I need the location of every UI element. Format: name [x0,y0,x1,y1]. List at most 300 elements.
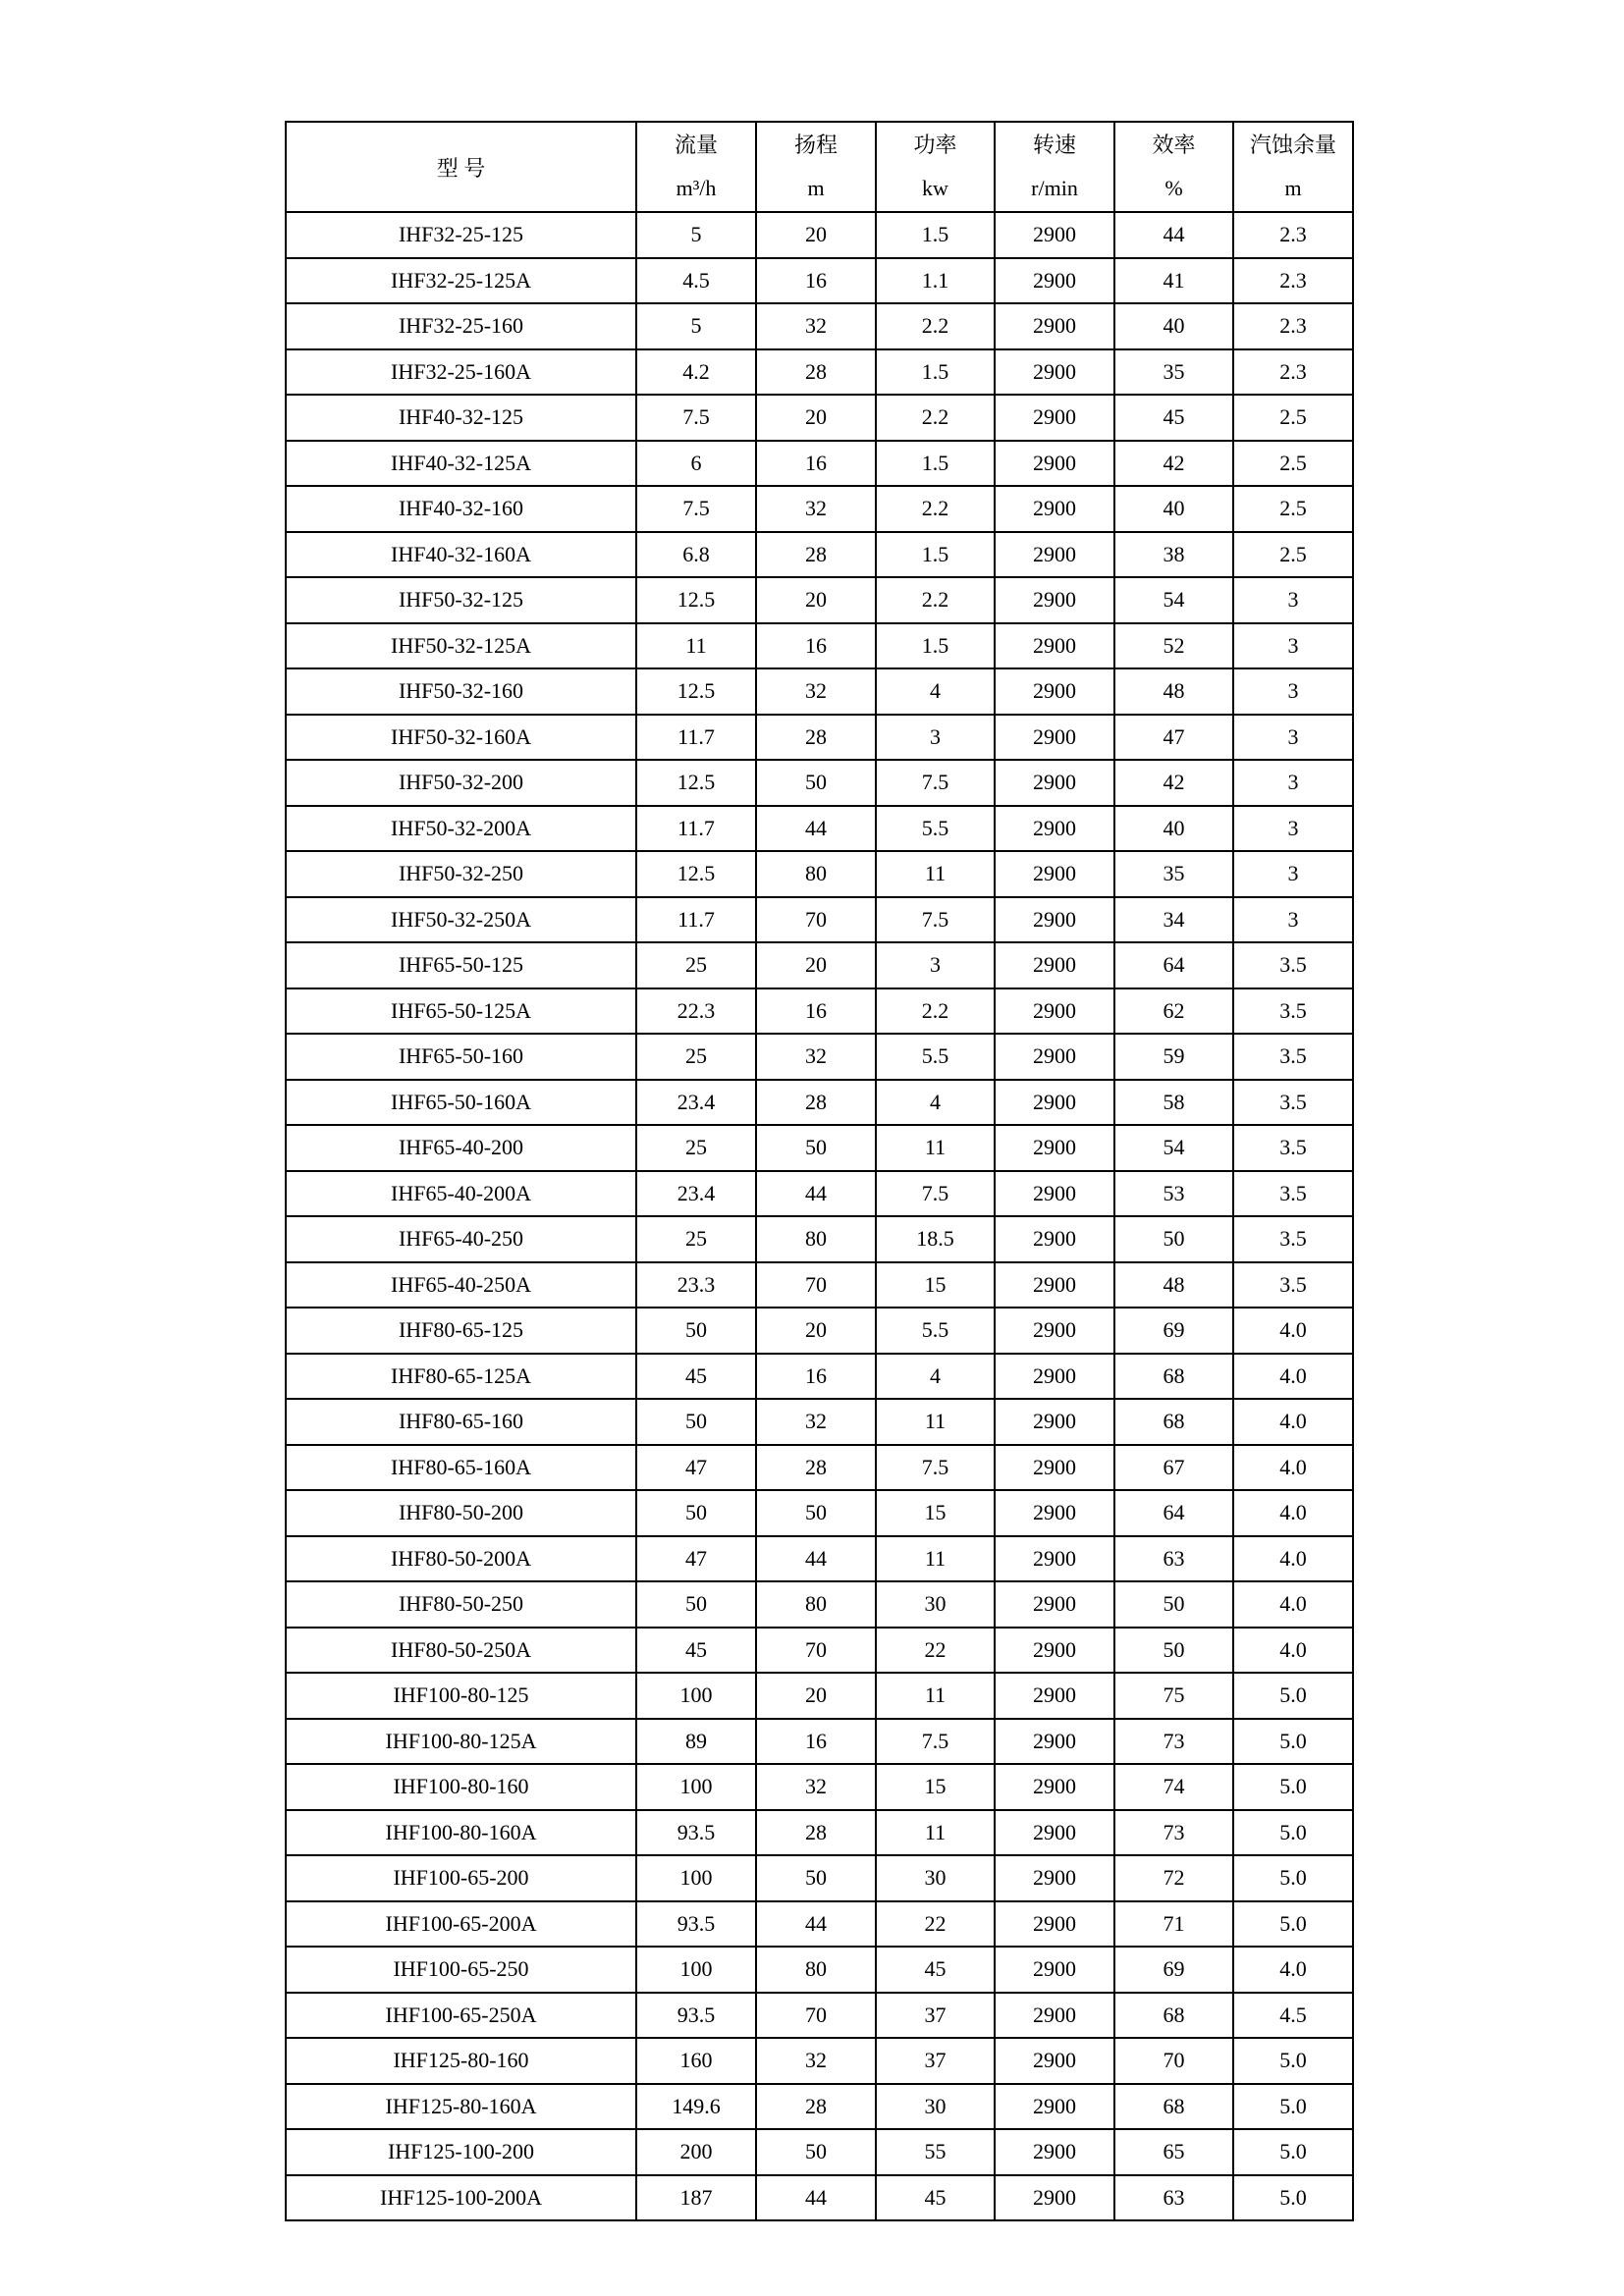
cell-model: IHF50-32-125 [286,577,636,623]
cell-head: 28 [756,1810,876,1856]
table-row [286,1628,1353,1674]
cell-power: 30 [876,1855,995,1901]
table-row [286,212,1353,258]
cell-power: 3 [876,942,995,988]
cell-head: 80 [756,851,876,897]
cell-model: IHF32-25-160A [286,349,636,396]
cell-power: 11 [876,851,995,897]
cell-power: 5.5 [876,1034,995,1080]
cell-npsh: 2.5 [1233,441,1353,487]
table-row [286,258,1353,304]
cell-speed: 2900 [995,486,1114,532]
table-row [286,1399,1353,1445]
cell-model: IHF80-50-200A [286,1536,636,1582]
cell-flow: 12.5 [636,668,756,715]
cell-npsh: 2.5 [1233,395,1353,441]
cell-model: IHF50-32-250 [286,851,636,897]
cell-npsh: 2.3 [1233,349,1353,396]
cell-efficiency: 35 [1114,851,1233,897]
cell-head: 32 [756,1764,876,1810]
cell-flow: 11.7 [636,897,756,943]
header-speed-unit: r/min [1031,176,1078,200]
cell-model: IHF125-100-200 [286,2129,636,2175]
cell-speed: 2900 [995,760,1114,806]
cell-efficiency: 54 [1114,1125,1233,1171]
cell-head: 70 [756,1993,876,2039]
cell-model: IHF100-80-125 [286,1673,636,1719]
cell-speed: 2900 [995,1216,1114,1262]
cell-npsh: 5.0 [1233,2175,1353,2221]
cell-efficiency: 35 [1114,349,1233,396]
cell-speed: 2900 [995,349,1114,396]
cell-npsh: 4.0 [1233,1490,1353,1536]
cell-power: 37 [876,2038,995,2084]
table-row [286,532,1353,578]
cell-power: 5.5 [876,806,995,852]
cell-efficiency: 40 [1114,303,1233,349]
cell-efficiency: 68 [1114,1354,1233,1400]
cell-power: 2.2 [876,577,995,623]
table-row [286,1445,1353,1491]
cell-model: IHF50-32-250A [286,897,636,943]
cell-model: IHF80-65-160A [286,1445,636,1491]
cell-npsh: 2.3 [1233,212,1353,258]
cell-power: 1.5 [876,212,995,258]
cell-efficiency: 71 [1114,1901,1233,1948]
table-row [286,1993,1353,2039]
cell-npsh: 3.5 [1233,1034,1353,1080]
header-head [756,122,876,212]
cell-speed: 2900 [995,1581,1114,1628]
cell-head: 32 [756,1034,876,1080]
cell-power: 15 [876,1490,995,1536]
cell-npsh: 3 [1233,806,1353,852]
cell-model: IHF50-32-200 [286,760,636,806]
cell-head: 44 [756,1901,876,1948]
cell-efficiency: 47 [1114,715,1233,761]
cell-head: 70 [756,897,876,943]
cell-efficiency: 64 [1114,942,1233,988]
cell-efficiency: 67 [1114,1445,1233,1491]
cell-speed: 2900 [995,1262,1114,1308]
cell-speed: 2900 [995,1125,1114,1171]
cell-model: IHF100-65-250A [286,1993,636,2039]
cell-flow: 25 [636,1216,756,1262]
table-row [286,577,1353,623]
cell-flow: 187 [636,2175,756,2221]
cell-power: 30 [876,1581,995,1628]
cell-model: IHF32-25-160 [286,303,636,349]
cell-speed: 2900 [995,1354,1114,1400]
cell-power: 4 [876,1080,995,1126]
cell-npsh: 3.5 [1233,1125,1353,1171]
cell-flow: 160 [636,2038,756,2084]
cell-power: 7.5 [876,1445,995,1491]
cell-efficiency: 70 [1114,2038,1233,2084]
cell-efficiency: 50 [1114,1628,1233,1674]
header-npsh-unit: m [1284,176,1302,200]
cell-flow: 7.5 [636,486,756,532]
table-row [286,1810,1353,1856]
cell-flow: 149.6 [636,2084,756,2130]
cell-flow: 45 [636,1628,756,1674]
cell-efficiency: 62 [1114,988,1233,1035]
cell-power: 15 [876,1764,995,1810]
cell-npsh: 4.0 [1233,1536,1353,1582]
cell-model: IHF40-32-160A [286,532,636,578]
cell-model: IHF65-40-250A [286,1262,636,1308]
cell-flow: 11.7 [636,806,756,852]
table-row [286,1125,1353,1171]
table-row [286,897,1353,943]
cell-npsh: 2.5 [1233,532,1353,578]
cell-speed: 2900 [995,2038,1114,2084]
cell-head: 28 [756,1080,876,1126]
cell-flow: 11.7 [636,715,756,761]
cell-model: IHF100-65-200 [286,1855,636,1901]
cell-speed: 2900 [995,897,1114,943]
table-row [286,2175,1353,2221]
cell-model: IHF80-65-125A [286,1354,636,1400]
cell-model: IHF40-32-125A [286,441,636,487]
cell-speed: 2900 [995,1536,1114,1582]
cell-power: 2.2 [876,988,995,1035]
cell-speed: 2900 [995,1855,1114,1901]
table-row [286,1673,1353,1719]
cell-head: 28 [756,715,876,761]
cell-power: 2.2 [876,395,995,441]
cell-npsh: 4.0 [1233,1308,1353,1354]
cell-efficiency: 52 [1114,623,1233,669]
cell-head: 44 [756,806,876,852]
cell-model: IHF100-65-250 [286,1947,636,1993]
cell-npsh: 4.5 [1233,1993,1353,2039]
cell-speed: 2900 [995,258,1114,304]
cell-power: 1.1 [876,258,995,304]
cell-npsh: 5.0 [1233,2038,1353,2084]
table-row [286,623,1353,669]
cell-npsh: 3 [1233,623,1353,669]
header-row [286,122,1353,212]
table-row [286,395,1353,441]
cell-model: IHF80-50-250 [286,1581,636,1628]
cell-head: 16 [756,258,876,304]
cell-npsh: 2.5 [1233,486,1353,532]
cell-efficiency: 38 [1114,532,1233,578]
cell-npsh: 3.5 [1233,942,1353,988]
cell-model: IHF80-65-125 [286,1308,636,1354]
cell-npsh: 4.0 [1233,1399,1353,1445]
cell-speed: 2900 [995,715,1114,761]
cell-efficiency: 63 [1114,2175,1233,2221]
cell-model: IHF65-50-125 [286,942,636,988]
table-row [286,1080,1353,1126]
cell-head: 28 [756,349,876,396]
cell-npsh: 5.0 [1233,1810,1353,1856]
cell-power: 7.5 [876,760,995,806]
cell-efficiency: 40 [1114,806,1233,852]
cell-speed: 2900 [995,1810,1114,1856]
cell-flow: 200 [636,2129,756,2175]
cell-npsh: 2.3 [1233,303,1353,349]
cell-head: 16 [756,1354,876,1400]
table-row [286,668,1353,715]
cell-head: 16 [756,1719,876,1765]
cell-model: IHF80-50-250A [286,1628,636,1674]
cell-speed: 2900 [995,1901,1114,1948]
cell-power: 7.5 [876,1719,995,1765]
cell-efficiency: 72 [1114,1855,1233,1901]
cell-flow: 5 [636,212,756,258]
cell-head: 20 [756,1308,876,1354]
cell-flow: 47 [636,1536,756,1582]
cell-head: 20 [756,395,876,441]
cell-flow: 100 [636,1673,756,1719]
header-flow [636,122,756,212]
cell-efficiency: 58 [1114,1080,1233,1126]
cell-flow: 93.5 [636,1901,756,1948]
header-model [286,122,636,212]
cell-power: 1.5 [876,623,995,669]
cell-efficiency: 42 [1114,760,1233,806]
cell-flow: 50 [636,1308,756,1354]
cell-model: IHF65-40-200A [286,1171,636,1217]
cell-efficiency: 48 [1114,668,1233,715]
cell-npsh: 5.0 [1233,2129,1353,2175]
cell-head: 32 [756,668,876,715]
cell-model: IHF32-25-125 [286,212,636,258]
cell-efficiency: 69 [1114,1947,1233,1993]
cell-npsh: 5.0 [1233,2084,1353,2130]
cell-flow: 50 [636,1490,756,1536]
cell-speed: 2900 [995,532,1114,578]
cell-flow: 6.8 [636,532,756,578]
cell-power: 55 [876,2129,995,2175]
cell-speed: 2900 [995,1673,1114,1719]
cell-power: 4 [876,668,995,715]
cell-speed: 2900 [995,2129,1114,2175]
cell-efficiency: 74 [1114,1764,1233,1810]
cell-flow: 4.5 [636,258,756,304]
cell-speed: 2900 [995,212,1114,258]
cell-npsh: 3 [1233,577,1353,623]
cell-head: 32 [756,1399,876,1445]
cell-power: 1.5 [876,349,995,396]
cell-efficiency: 40 [1114,486,1233,532]
cell-efficiency: 73 [1114,1719,1233,1765]
cell-speed: 2900 [995,2175,1114,2221]
cell-power: 11 [876,1536,995,1582]
cell-head: 28 [756,532,876,578]
cell-flow: 7.5 [636,395,756,441]
pump-spec-table [285,121,1354,2221]
cell-npsh: 3.5 [1233,1262,1353,1308]
cell-flow: 93.5 [636,1993,756,2039]
cell-model: IHF65-40-200 [286,1125,636,1171]
cell-flow: 100 [636,1947,756,1993]
cell-efficiency: 44 [1114,212,1233,258]
cell-flow: 22.3 [636,988,756,1035]
table-body [286,212,1353,2220]
cell-model: IHF100-80-160A [286,1810,636,1856]
table-row [286,1490,1353,1536]
cell-efficiency: 68 [1114,2084,1233,2130]
cell-npsh: 5.0 [1233,1855,1353,1901]
cell-head: 50 [756,2129,876,2175]
cell-speed: 2900 [995,1764,1114,1810]
table-row [286,349,1353,396]
cell-head: 16 [756,441,876,487]
cell-model: IHF65-50-160A [286,1080,636,1126]
table-row [286,760,1353,806]
cell-npsh: 3 [1233,851,1353,897]
header-model-label: 型 号 [436,155,486,181]
cell-power: 1.5 [876,532,995,578]
cell-power: 18.5 [876,1216,995,1262]
cell-model: IHF80-50-200 [286,1490,636,1536]
cell-efficiency: 54 [1114,577,1233,623]
cell-npsh: 4.0 [1233,1354,1353,1400]
table-row [286,1947,1353,1993]
cell-flow: 45 [636,1354,756,1400]
header-npsh [1233,122,1353,212]
cell-speed: 2900 [995,441,1114,487]
cell-npsh: 3 [1233,668,1353,715]
cell-model: IHF65-50-160 [286,1034,636,1080]
cell-model: IHF125-80-160A [286,2084,636,2130]
cell-head: 50 [756,1125,876,1171]
table-row [286,2038,1353,2084]
cell-power: 11 [876,1673,995,1719]
cell-efficiency: 45 [1114,395,1233,441]
cell-flow: 23.4 [636,1080,756,1126]
cell-speed: 2900 [995,577,1114,623]
header-flow-unit: m³/h [676,176,717,200]
cell-speed: 2900 [995,806,1114,852]
cell-model: IHF80-65-160 [286,1399,636,1445]
cell-flow: 12.5 [636,577,756,623]
cell-power: 11 [876,1810,995,1856]
cell-power: 45 [876,1947,995,1993]
table-row [286,1216,1353,1262]
cell-flow: 100 [636,1855,756,1901]
table-row [286,1354,1353,1400]
table-row [286,2129,1353,2175]
cell-flow: 50 [636,1581,756,1628]
cell-power: 4 [876,1354,995,1400]
header-efficiency [1114,122,1233,212]
cell-npsh: 3 [1233,760,1353,806]
cell-speed: 2900 [995,1080,1114,1126]
table-row [286,851,1353,897]
cell-model: IHF65-50-125A [286,988,636,1035]
table-row [286,1901,1353,1948]
cell-head: 20 [756,1673,876,1719]
cell-speed: 2900 [995,1399,1114,1445]
cell-npsh: 3.5 [1233,1080,1353,1126]
cell-speed: 2900 [995,1445,1114,1491]
cell-efficiency: 68 [1114,1993,1233,2039]
cell-head: 16 [756,988,876,1035]
header-npsh-label: 汽蚀余量 [1249,133,1336,157]
cell-npsh: 4.0 [1233,1581,1353,1628]
cell-power: 22 [876,1901,995,1948]
cell-speed: 2900 [995,1034,1114,1080]
cell-flow: 23.4 [636,1171,756,1217]
cell-head: 16 [756,623,876,669]
cell-model: IHF50-32-160A [286,715,636,761]
cell-efficiency: 75 [1114,1673,1233,1719]
cell-npsh: 4.0 [1233,1628,1353,1674]
cell-efficiency: 50 [1114,1581,1233,1628]
cell-head: 28 [756,2084,876,2130]
header-head-label: 扬程 [793,133,838,157]
cell-model: IHF50-32-200A [286,806,636,852]
cell-model: IHF32-25-125A [286,258,636,304]
cell-head: 20 [756,212,876,258]
header-speed-label: 转速 [1032,133,1076,157]
cell-efficiency: 34 [1114,897,1233,943]
cell-flow: 4.2 [636,349,756,396]
table-row [286,486,1353,532]
cell-speed: 2900 [995,303,1114,349]
cell-speed: 2900 [995,1947,1114,1993]
cell-power: 37 [876,1993,995,2039]
cell-head: 32 [756,486,876,532]
cell-flow: 6 [636,441,756,487]
header-power [876,122,995,212]
cell-power: 11 [876,1399,995,1445]
cell-npsh: 3.5 [1233,1216,1353,1262]
cell-power: 5.5 [876,1308,995,1354]
table-row [286,441,1353,487]
cell-speed: 2900 [995,988,1114,1035]
header-efficiency-unit: % [1164,176,1183,200]
cell-flow: 50 [636,1399,756,1445]
cell-power: 1.5 [876,441,995,487]
cell-speed: 2900 [995,1490,1114,1536]
table-row [286,1308,1353,1354]
cell-head: 44 [756,1171,876,1217]
cell-npsh: 5.0 [1233,1764,1353,1810]
table-row [286,1034,1353,1080]
cell-model: IHF50-32-125A [286,623,636,669]
cell-head: 20 [756,577,876,623]
cell-head: 32 [756,303,876,349]
cell-speed: 2900 [995,623,1114,669]
cell-flow: 25 [636,942,756,988]
cell-npsh: 4.0 [1233,1947,1353,1993]
cell-flow: 12.5 [636,851,756,897]
header-speed [995,122,1114,212]
cell-flow: 5 [636,303,756,349]
cell-head: 20 [756,942,876,988]
cell-head: 44 [756,1536,876,1582]
table-row [286,303,1353,349]
table-row [286,1536,1353,1582]
cell-npsh: 5.0 [1233,1673,1353,1719]
cell-speed: 2900 [995,942,1114,988]
cell-npsh: 2.3 [1233,258,1353,304]
cell-power: 45 [876,2175,995,2221]
cell-model: IHF125-100-200A [286,2175,636,2221]
cell-efficiency: 50 [1114,1216,1233,1262]
cell-head: 50 [756,1490,876,1536]
table-row [286,1581,1353,1628]
cell-efficiency: 53 [1114,1171,1233,1217]
cell-flow: 12.5 [636,760,756,806]
cell-model: IHF40-32-125 [286,395,636,441]
